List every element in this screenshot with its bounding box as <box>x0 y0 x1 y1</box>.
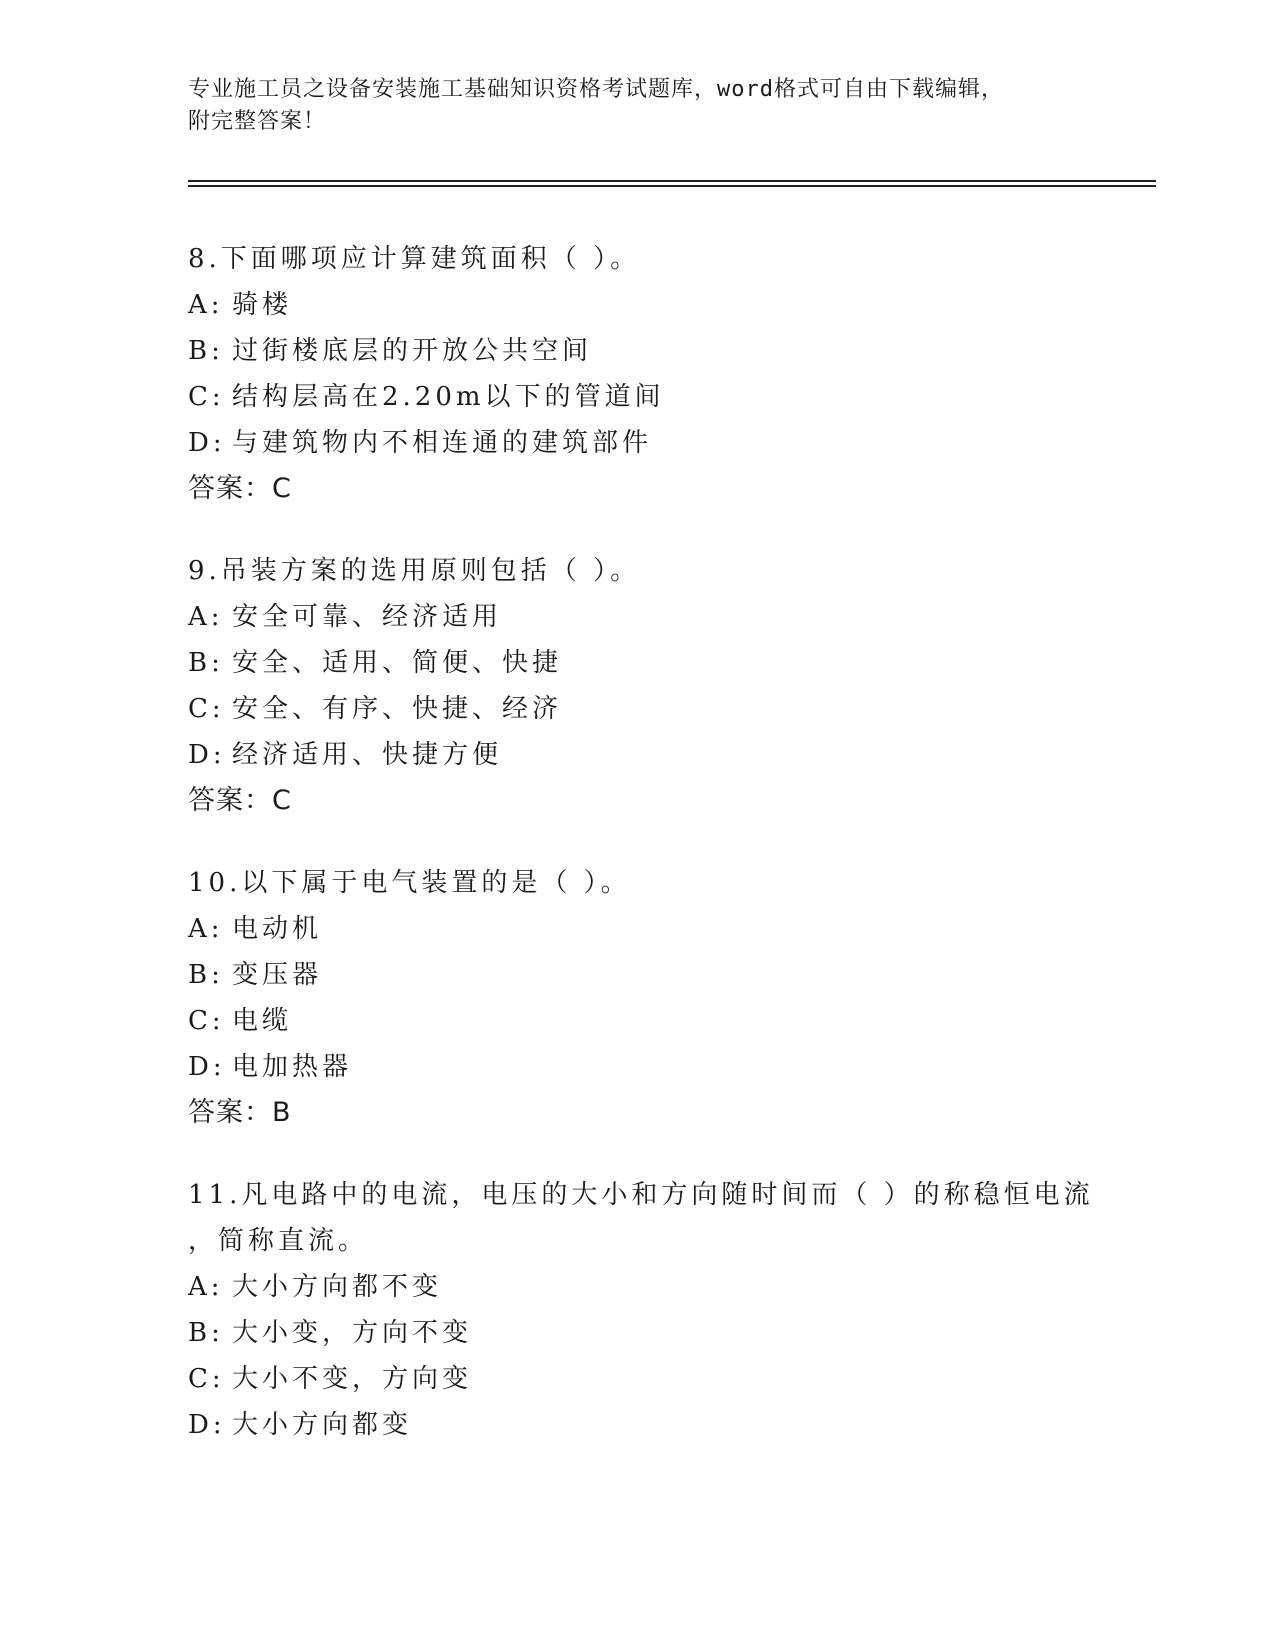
option-a <box>188 906 1128 952</box>
option-b <box>188 328 1128 374</box>
question-stem: 9.吊装方案的选用原则包括（ ）。 <box>188 556 641 586</box>
option-letter: A: <box>188 1272 224 1302</box>
option-d <box>188 420 1128 466</box>
option-text: 安全、有序、快捷、经济 <box>232 694 563 724</box>
option-c <box>188 1356 1128 1402</box>
question-stem-line-1: 11.凡电路中的电流，电压的大小和方向随时间而（ ）的称稳恒电流 <box>188 1180 1094 1210</box>
option-text: 大小不变，方向变 <box>232 1364 473 1394</box>
option-d <box>188 1402 1128 1448</box>
option-letter: D: <box>188 740 226 770</box>
option-letter: D: <box>188 428 226 458</box>
option-c <box>188 374 1128 420</box>
option-letter: B: <box>188 960 224 990</box>
header-line-1: 专业施工员之设备安装施工基础知识资格考试题库，word格式可自由下载编辑， <box>188 77 1004 102</box>
option-text: 电动机 <box>232 914 323 944</box>
option-b <box>188 640 1128 686</box>
option-a <box>188 282 1128 328</box>
option-text: 经济适用、快捷方便 <box>232 740 503 770</box>
header-divider-bottom <box>188 185 1156 187</box>
option-letter: C: <box>188 1006 225 1036</box>
option-letter: D: <box>188 1410 226 1440</box>
option-text: 大小变，方向不变 <box>232 1318 473 1348</box>
option-letter: C: <box>188 382 225 412</box>
option-b <box>188 952 1128 998</box>
question-stem-line-2: ，简称直流。 <box>188 1226 369 1256</box>
option-letter: B: <box>188 648 224 678</box>
question-list <box>188 236 1128 1484</box>
option-letter: C: <box>188 694 225 724</box>
option-letter: B: <box>188 336 224 366</box>
option-text: 电加热器 <box>232 1052 353 1082</box>
option-text: 骑楼 <box>232 290 293 320</box>
option-letter: D: <box>188 1052 226 1082</box>
option-text: 变压器 <box>232 960 323 990</box>
option-text: 大小方向都变 <box>232 1410 413 1440</box>
option-letter: A: <box>188 602 224 632</box>
question-stem: 8.下面哪项应计算建筑面积（ ）。 <box>188 244 641 274</box>
option-letter: C: <box>188 1364 225 1394</box>
option-c <box>188 998 1128 1044</box>
option-a <box>188 1264 1128 1310</box>
question-8 <box>188 236 1128 512</box>
question-stem: 10.以下属于电气装置的是（ ）。 <box>188 868 631 898</box>
option-text: 结构层高在2.20m以下的管道间 <box>232 382 665 412</box>
question-10 <box>188 860 1128 1136</box>
question-11 <box>188 1172 1128 1448</box>
answer-line: 答案：C <box>188 473 292 504</box>
option-text: 与建筑物内不相连通的建筑部件 <box>232 428 653 458</box>
option-letter: A: <box>188 290 224 320</box>
answer-line: 答案：C <box>188 785 292 816</box>
option-text: 过街楼底层的开放公共空间 <box>232 336 593 366</box>
header-line-2: 附完整答案！ <box>188 109 327 134</box>
option-letter: B: <box>188 1318 224 1348</box>
document-header <box>188 74 1088 138</box>
option-letter: A: <box>188 914 224 944</box>
option-b <box>188 1310 1128 1356</box>
option-d <box>188 732 1128 778</box>
option-text: 安全、适用、简便、快捷 <box>232 648 563 678</box>
option-a <box>188 594 1128 640</box>
option-text: 电缆 <box>232 1006 293 1036</box>
option-c <box>188 686 1128 732</box>
option-d <box>188 1044 1128 1090</box>
answer-line: 答案：B <box>188 1097 292 1128</box>
option-text: 安全可靠、经济适用 <box>232 602 503 632</box>
question-9 <box>188 548 1128 824</box>
header-divider-top <box>188 180 1156 182</box>
option-text: 大小方向都不变 <box>232 1272 443 1302</box>
